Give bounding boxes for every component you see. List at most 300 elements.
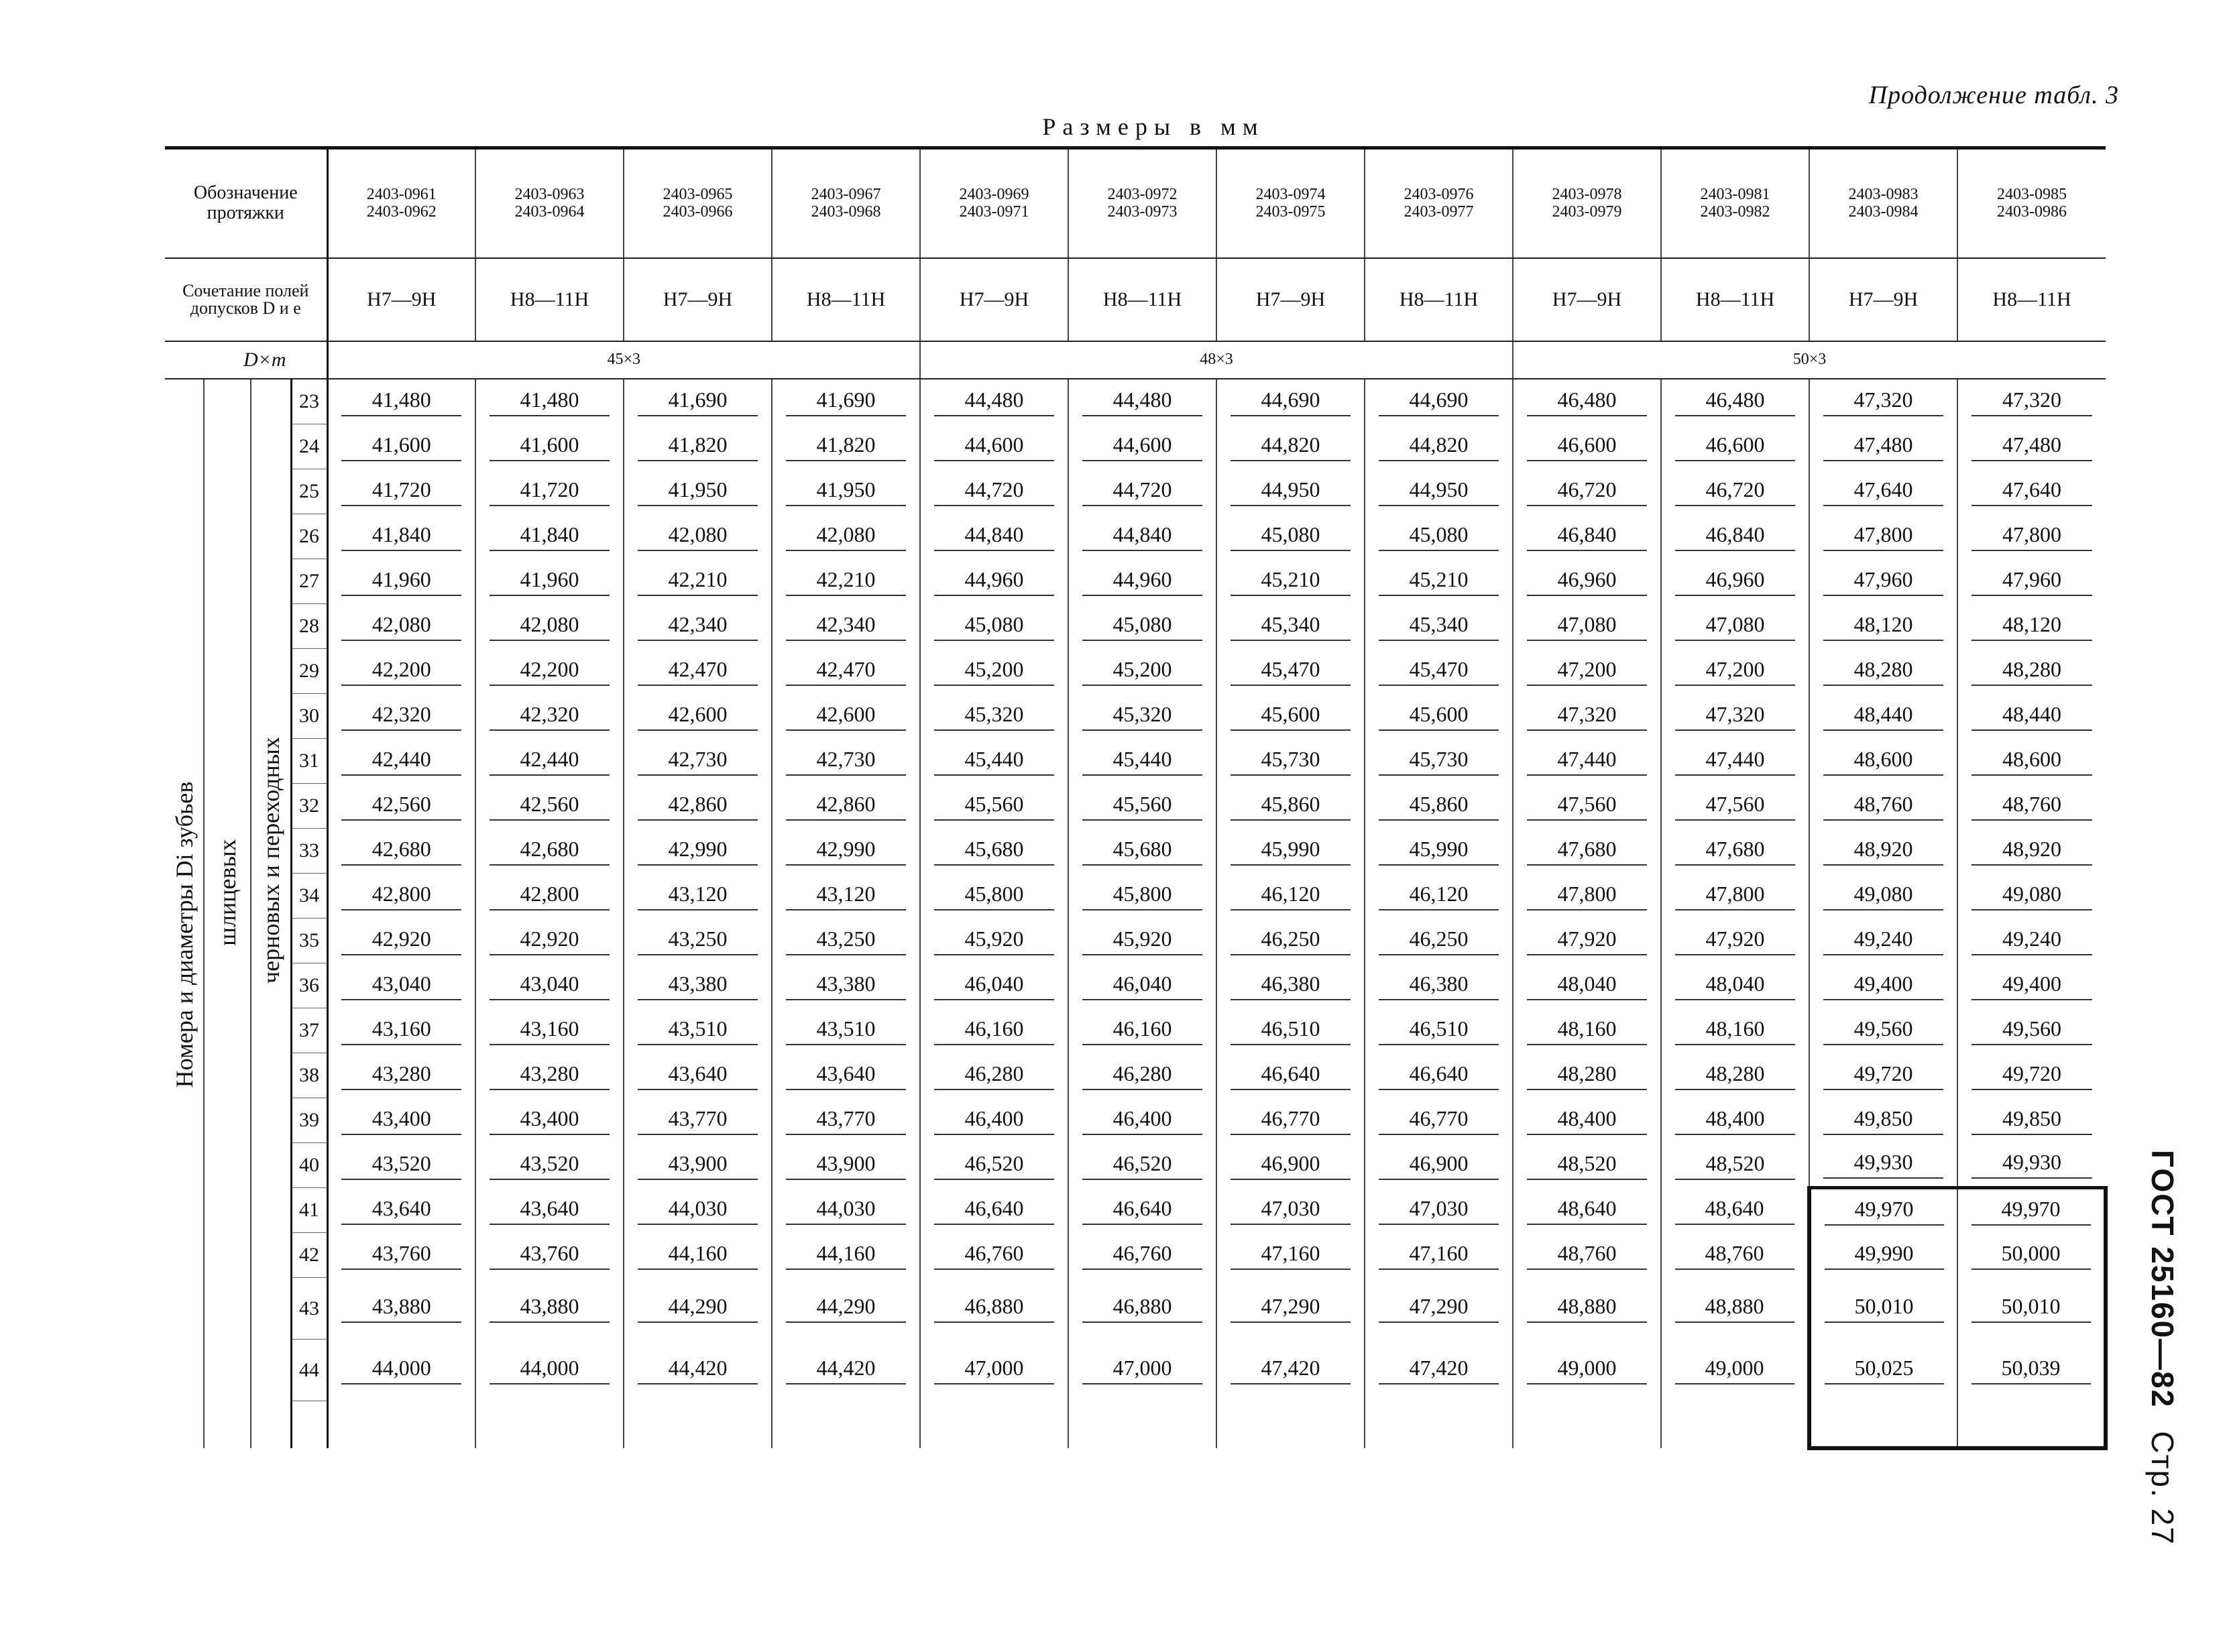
diameter-value — [1365, 1233, 1513, 1278]
diameter-value-text: 43,160 — [341, 1016, 461, 1045]
diameter-value-text: 43,120 — [638, 882, 758, 910]
diameter-value — [1661, 1278, 1809, 1340]
diameter-value-text: 43,040 — [490, 971, 610, 1000]
tooth-number: 23 — [291, 379, 327, 424]
diameter-value — [1068, 379, 1216, 424]
diameter-value-text: 48,280 — [1675, 1061, 1796, 1090]
diameter-value-text: 43,770 — [786, 1106, 907, 1135]
dimensions-table — [165, 146, 2108, 1450]
diameter-value — [1068, 829, 1216, 874]
diameter-value-text: 47,420 — [1379, 1356, 1499, 1384]
diameter-value — [1513, 1340, 1661, 1401]
diameter-value-text: 42,320 — [490, 702, 610, 731]
table-row — [165, 874, 2106, 919]
diameter-value — [772, 1188, 920, 1233]
diameter-value — [920, 469, 1068, 514]
diameter-value-text: 43,250 — [638, 927, 758, 955]
diameter-value — [1957, 604, 2106, 649]
diameter-value-text: 43,770 — [638, 1106, 758, 1135]
diameter-value-text: 49,970 — [1825, 1197, 1944, 1226]
tooth-number: 29 — [291, 649, 327, 694]
diameter-value — [772, 604, 920, 649]
diameter-value — [1365, 379, 1513, 424]
diameter-value-text: 43,120 — [786, 882, 907, 910]
diameter-value-text: 44,480 — [1082, 388, 1203, 416]
designation-code — [772, 148, 920, 258]
tooth-number: 27 — [291, 559, 327, 604]
tooth-number: 43 — [291, 1278, 327, 1340]
diameter-value — [327, 1008, 475, 1053]
diameter-value — [1365, 514, 1513, 559]
diameter-value — [1365, 1098, 1513, 1143]
spacer-cell — [624, 1401, 772, 1448]
diameter-value-text: 41,720 — [490, 477, 610, 506]
diameter-value-text: 42,200 — [490, 657, 610, 686]
diameter-value — [475, 604, 624, 649]
diameter-value-text: 42,210 — [786, 567, 907, 596]
diameter-value — [1068, 514, 1216, 559]
diameter-value — [475, 1278, 624, 1340]
diameter-value-text: 42,470 — [638, 657, 758, 686]
diameter-value — [624, 963, 772, 1008]
diameter-value — [1216, 514, 1365, 559]
diameter-value — [624, 694, 772, 739]
diameter-value — [1513, 424, 1661, 469]
diameter-value — [1513, 379, 1661, 424]
diameter-value — [1661, 739, 1809, 784]
diameter-value-text: 43,280 — [341, 1061, 461, 1090]
diameter-value-text: 46,600 — [1527, 432, 1648, 461]
diameter-value — [327, 649, 475, 694]
diameter-value — [624, 829, 772, 874]
diameter-value-text: 42,600 — [786, 702, 907, 731]
diameter-value-text: 41,950 — [638, 477, 758, 506]
diameter-value-text: 50,039 — [1972, 1356, 2091, 1384]
diameter-value — [624, 1188, 772, 1233]
diameter-value — [1068, 1278, 1216, 1340]
designation-code — [327, 148, 475, 258]
diameter-value — [1068, 469, 1216, 514]
diameter-value-text: 46,120 — [1231, 882, 1351, 910]
diameter-value-text: 49,240 — [1823, 927, 1944, 955]
diameter-value — [1513, 1188, 1661, 1233]
tooth-number: 38 — [291, 1053, 327, 1098]
dxm-group: 50×3 — [1513, 341, 2106, 379]
table-row — [165, 604, 2106, 649]
diameter-value — [1068, 1340, 1216, 1401]
designation-code — [1216, 148, 1365, 258]
diameter-value-text: 46,400 — [1082, 1106, 1203, 1135]
diameter-value — [624, 1143, 772, 1188]
diameter-value — [1068, 784, 1216, 829]
diameter-value-text: 43,880 — [341, 1294, 461, 1323]
diameter-value — [1216, 1143, 1365, 1188]
diameter-value-text: 46,250 — [1231, 927, 1351, 955]
diameter-value-text: 50,000 — [1972, 1241, 2091, 1270]
diameter-value-text: 46,640 — [934, 1196, 1055, 1225]
diameter-value-text: 49,970 — [1972, 1197, 2091, 1226]
diameter-value-text: 42,800 — [490, 882, 610, 910]
diameter-value-text: 49,240 — [1972, 927, 2092, 955]
diameter-value — [475, 739, 624, 784]
diameter-value-text: 45,680 — [1082, 837, 1203, 866]
diameter-value-text: 46,840 — [1675, 522, 1796, 551]
diameter-value — [1809, 379, 1957, 424]
diameter-value — [1809, 1278, 1957, 1340]
diameter-value — [1661, 1340, 1809, 1401]
diameter-value-text: 46,960 — [1527, 567, 1648, 596]
diameter-value-text: 48,880 — [1527, 1294, 1648, 1323]
diameter-value — [624, 1233, 772, 1278]
diameter-value-text: 48,760 — [1823, 792, 1944, 821]
diameter-value-text: 46,480 — [1527, 388, 1648, 416]
label-dxm: D×m — [165, 341, 327, 379]
diameter-value-text: 43,900 — [786, 1151, 907, 1180]
designation-code-line: 2403-0967 — [811, 186, 881, 204]
diameter-value — [1513, 559, 1661, 604]
diameter-value — [1661, 1233, 1809, 1278]
diameter-value-text: 43,380 — [638, 971, 758, 1000]
diameter-value-text: 48,600 — [1972, 747, 2092, 776]
diameter-value — [1957, 559, 2106, 604]
diameter-value — [1068, 963, 1216, 1008]
diameter-value-text: 41,950 — [786, 477, 907, 506]
diameter-value-text: 47,560 — [1675, 792, 1796, 821]
side-label-inner — [251, 379, 291, 1448]
tooth-number: 36 — [291, 963, 327, 1008]
diameter-value-text: 45,200 — [934, 657, 1055, 686]
table-row — [165, 1008, 2106, 1053]
diameter-value — [1661, 604, 1809, 649]
diameter-value-text: 42,730 — [638, 747, 758, 776]
table-row — [165, 379, 2106, 424]
diameter-value-text: 44,950 — [1231, 477, 1351, 506]
diameter-value — [772, 1340, 920, 1401]
diameter-value — [1809, 649, 1957, 694]
table-row — [165, 919, 2106, 963]
diameter-value-text: 45,440 — [1082, 747, 1203, 776]
diameter-value-text: 47,200 — [1675, 657, 1796, 686]
diameter-value — [1809, 1098, 1957, 1143]
spacer-cell — [772, 1401, 920, 1448]
diameter-value-text: 48,600 — [1823, 747, 1944, 776]
designation-code-line: 2403-0982 — [1700, 203, 1770, 221]
tolerance-combination: H7—9H — [624, 258, 772, 341]
diameter-value — [1068, 424, 1216, 469]
diameter-value-text: 49,000 — [1527, 1356, 1648, 1384]
diameter-value-text: 46,510 — [1231, 1016, 1351, 1045]
diameter-value-text: 44,840 — [1082, 522, 1203, 551]
diameter-value — [1216, 829, 1365, 874]
diameter-value — [1513, 1098, 1661, 1143]
diameter-value-text: 46,280 — [934, 1061, 1055, 1090]
diameter-value — [624, 874, 772, 919]
tooth-number: 33 — [291, 829, 327, 874]
diameter-value-text: 42,990 — [786, 837, 907, 866]
diameter-value-text: 46,720 — [1675, 477, 1796, 506]
diameter-value-text: 43,160 — [490, 1016, 610, 1045]
diameter-value — [772, 1143, 920, 1188]
diameter-value — [1068, 559, 1216, 604]
diameter-value-text: 47,290 — [1231, 1294, 1351, 1323]
diameter-value-text: 43,040 — [341, 971, 461, 1000]
diameter-value-text: 47,440 — [1527, 747, 1648, 776]
diameter-value — [1661, 963, 1809, 1008]
diameter-value — [920, 1188, 1068, 1233]
diameter-value — [920, 379, 1068, 424]
diameter-value — [1216, 424, 1365, 469]
diameter-value-text: 42,440 — [490, 747, 610, 776]
diameter-value-text: 43,760 — [490, 1241, 610, 1270]
diameter-value — [772, 649, 920, 694]
diameter-value — [327, 1098, 475, 1143]
diameter-value-text: 47,290 — [1379, 1294, 1499, 1323]
diameter-value-text: 48,520 — [1675, 1151, 1796, 1180]
tolerance-combination: H7—9H — [920, 258, 1068, 341]
tooth-number: 24 — [291, 424, 327, 469]
diameter-value-text: 48,440 — [1972, 702, 2092, 731]
diameter-value-text: 45,440 — [934, 747, 1055, 776]
diameter-value-text: 42,920 — [490, 927, 610, 955]
designation-code-line: 2403-0981 — [1700, 186, 1770, 204]
diameter-value-text: 45,210 — [1379, 567, 1499, 596]
diameter-value — [772, 514, 920, 559]
diameter-value-text: 41,690 — [638, 388, 758, 416]
diameter-value — [920, 694, 1068, 739]
diameter-value-text: 48,120 — [1823, 612, 1944, 641]
diameter-value — [1809, 694, 1957, 739]
diameter-value-text: 47,480 — [1972, 432, 2092, 461]
diameter-value-text: 44,290 — [786, 1294, 907, 1323]
diameter-value-text: 45,080 — [934, 612, 1055, 641]
diameter-value — [1661, 784, 1809, 829]
diameter-value-text: 46,380 — [1379, 971, 1499, 1000]
table-row — [165, 784, 2106, 829]
diameter-value — [1513, 784, 1661, 829]
tolerance-combination: H7—9H — [1513, 258, 1661, 341]
diameter-value — [327, 1053, 475, 1098]
diameter-value-text: 47,000 — [1082, 1356, 1203, 1384]
diameter-value — [1513, 963, 1661, 1008]
diameter-value — [1957, 1008, 2106, 1053]
diameter-value — [920, 1098, 1068, 1143]
diameter-value — [1957, 1188, 2106, 1233]
diameter-value — [1216, 1188, 1365, 1233]
diameter-value — [327, 514, 475, 559]
diameter-value — [1957, 1053, 2106, 1098]
diameter-value — [475, 784, 624, 829]
tolerance-combination: H8—11H — [772, 258, 920, 341]
diameter-value-text: 42,680 — [490, 837, 610, 866]
diameter-value — [624, 739, 772, 784]
diameter-value — [1216, 1233, 1365, 1278]
diameter-value-text: 48,400 — [1527, 1106, 1648, 1135]
diameter-value — [772, 963, 920, 1008]
diameter-value-text: 48,400 — [1675, 1106, 1796, 1135]
diameter-value — [1365, 739, 1513, 784]
diameter-value-text: 47,960 — [1972, 567, 2092, 596]
tooth-number: 44 — [291, 1340, 327, 1401]
diameter-value — [920, 514, 1068, 559]
dxm-group: 48×3 — [920, 341, 1513, 379]
diameter-value — [475, 1098, 624, 1143]
diameter-value-text: 46,250 — [1379, 927, 1499, 955]
designation-code-line: 2403-0966 — [663, 203, 733, 221]
diameter-value-text: 44,690 — [1231, 388, 1351, 416]
tooth-number: 41 — [291, 1188, 327, 1233]
diameter-value-text: 45,560 — [1082, 792, 1203, 821]
diameter-value-text: 44,720 — [934, 477, 1055, 506]
diameter-value-text: 48,160 — [1675, 1016, 1796, 1045]
diameter-value — [1809, 784, 1957, 829]
table-row — [165, 1278, 2106, 1340]
dxm-group: 45×3 — [327, 341, 920, 379]
designation-code — [1809, 148, 1957, 258]
diameter-value-text: 48,040 — [1527, 971, 1648, 1000]
diameter-value-text: 42,080 — [490, 612, 610, 641]
diameter-value-text: 42,560 — [341, 792, 461, 821]
diameter-value-text: 48,760 — [1527, 1241, 1648, 1270]
diameter-value — [1957, 1278, 2106, 1340]
diameter-value-text: 42,680 — [341, 837, 461, 866]
table-row — [165, 1188, 2106, 1233]
diameter-value-text: 46,520 — [1082, 1151, 1203, 1180]
diameter-value — [1957, 1098, 2106, 1143]
diameter-value — [772, 1278, 920, 1340]
tooth-number: 35 — [291, 919, 327, 963]
table-row — [165, 469, 2106, 514]
diameter-value-text: 46,840 — [1527, 522, 1648, 551]
diameter-value-text: 43,380 — [786, 971, 907, 1000]
diameter-value — [1513, 1143, 1661, 1188]
tooth-number: 28 — [291, 604, 327, 649]
diameter-value-text: 49,990 — [1825, 1241, 1944, 1270]
diameter-value — [1365, 829, 1513, 874]
diameter-value — [624, 784, 772, 829]
designation-code-line: 2403-0976 — [1404, 186, 1474, 204]
diameter-value — [772, 1233, 920, 1278]
table-row — [165, 739, 2106, 784]
spacer-cell — [1068, 1401, 1216, 1448]
diameter-value — [920, 649, 1068, 694]
diameter-value-text: 49,930 — [1972, 1150, 2092, 1179]
diameter-value-text: 48,120 — [1972, 612, 2092, 641]
diameter-value-text: 45,600 — [1231, 702, 1351, 731]
diameter-value-text: 47,420 — [1231, 1356, 1351, 1384]
diameter-value — [920, 1053, 1068, 1098]
diameter-value-text: 43,640 — [786, 1061, 907, 1090]
spacer-cell — [1809, 1401, 1957, 1448]
diameter-value — [920, 919, 1068, 963]
table-row — [165, 829, 2106, 874]
diameter-value — [1068, 649, 1216, 694]
diameter-value — [1809, 514, 1957, 559]
diameter-value — [772, 1098, 920, 1143]
diameter-value — [1809, 963, 1957, 1008]
diameter-value-text: 44,030 — [638, 1196, 758, 1225]
diameter-value — [1365, 1143, 1513, 1188]
diameter-value-text: 45,990 — [1379, 837, 1499, 866]
tooth-number: 30 — [291, 694, 327, 739]
header-row-dxm — [165, 341, 2106, 379]
diameter-value-text: 46,640 — [1379, 1061, 1499, 1090]
diameter-value — [920, 1143, 1068, 1188]
diameter-value — [1513, 604, 1661, 649]
diameter-value — [327, 424, 475, 469]
diameter-value-text: 46,040 — [1082, 971, 1203, 1000]
spacer-cell — [1216, 1401, 1365, 1448]
diameter-value-text: 47,030 — [1379, 1196, 1499, 1225]
diameter-value-text: 45,860 — [1231, 792, 1351, 821]
diameter-value — [475, 1008, 624, 1053]
diameter-value — [1513, 919, 1661, 963]
diameter-value-text: 47,680 — [1527, 837, 1648, 866]
diameter-value-text: 44,000 — [341, 1356, 461, 1384]
designation-code-line: 2403-0963 — [514, 186, 585, 204]
diameter-value — [1365, 1278, 1513, 1340]
diameter-value-text: 45,340 — [1379, 612, 1499, 641]
diameter-value — [1809, 1053, 1957, 1098]
diameter-value — [1661, 559, 1809, 604]
tooth-number-spacer — [291, 1401, 327, 1448]
diameter-value — [327, 1340, 475, 1401]
diameter-value — [1216, 604, 1365, 649]
designation-code — [1513, 148, 1661, 258]
diameter-value — [772, 739, 920, 784]
designation-code-line: 2403-0985 — [1997, 186, 2067, 204]
diameter-value — [1661, 1008, 1809, 1053]
spacer-cell — [327, 1401, 475, 1448]
diameter-value — [920, 1340, 1068, 1401]
diameter-value — [624, 1340, 772, 1401]
diameter-value-text: 42,800 — [341, 882, 461, 910]
tooth-number: 40 — [291, 1143, 327, 1188]
diameter-value — [1216, 379, 1365, 424]
diameter-value-text: 41,960 — [490, 567, 610, 596]
diameter-value-text: 49,850 — [1823, 1106, 1944, 1135]
diameter-value — [624, 1053, 772, 1098]
diameter-value-text: 43,640 — [638, 1061, 758, 1090]
diameter-value — [624, 919, 772, 963]
table-row — [165, 424, 2106, 469]
diameter-value-text: 45,470 — [1231, 657, 1351, 686]
designation-code-line: 2403-0974 — [1255, 186, 1326, 204]
designation-code-line: 2403-0977 — [1404, 203, 1474, 221]
diameter-value — [1661, 514, 1809, 559]
diameter-value — [327, 963, 475, 1008]
diameter-value-text: 44,000 — [490, 1356, 610, 1384]
tolerance-combination: H8—11H — [1068, 258, 1216, 341]
diameter-value — [1957, 379, 2106, 424]
diameter-value-text: 48,520 — [1527, 1151, 1648, 1180]
diameter-value — [475, 559, 624, 604]
diameter-value-text: 45,200 — [1082, 657, 1203, 686]
table-row-spacer — [165, 1401, 2106, 1448]
diameter-value — [920, 874, 1068, 919]
diameter-value — [1661, 649, 1809, 694]
diameter-value-text: 47,160 — [1379, 1241, 1499, 1270]
diameter-value-text: 42,470 — [786, 657, 907, 686]
diameter-value — [1068, 1233, 1216, 1278]
diameter-value-text: 48,880 — [1675, 1294, 1794, 1323]
diameter-value — [1365, 919, 1513, 963]
diameter-value-text: 44,420 — [786, 1356, 907, 1384]
diameter-value — [1957, 469, 2106, 514]
diameter-value — [1809, 559, 1957, 604]
tooth-number: 39 — [291, 1098, 327, 1143]
designation-code — [1957, 148, 2106, 258]
tolerance-combination: H7—9H — [327, 258, 475, 341]
